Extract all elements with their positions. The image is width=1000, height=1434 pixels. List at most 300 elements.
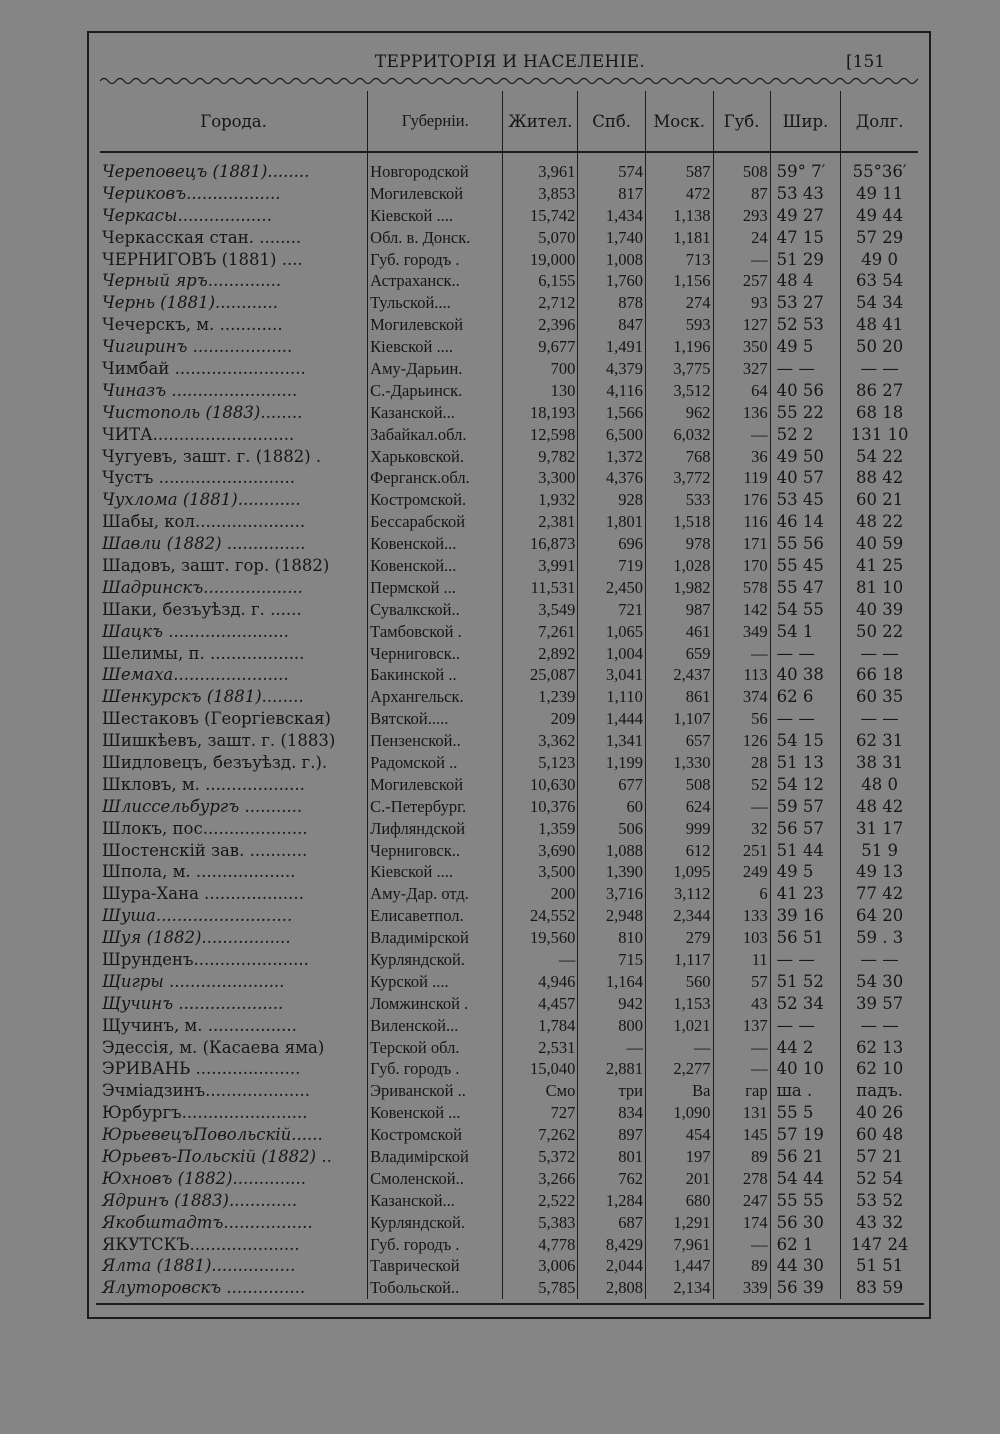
table-row (100, 1190, 918, 1212)
cell-g: 136 (713, 402, 770, 424)
cell-gub: Ковенской... (368, 533, 503, 555)
table-row (100, 1059, 918, 1081)
city-name: Чигиринъ ................... (102, 337, 293, 357)
cell-msk: 659 (645, 643, 713, 665)
cell-sh: 54 15 (770, 730, 841, 752)
cell-gub: Кіевской .... (368, 862, 503, 884)
cell-g: 247 (713, 1190, 770, 1212)
table-row (100, 621, 918, 643)
cell-gub: Губ. городъ . (368, 1234, 503, 1256)
cell-gub: Ковенской... (368, 555, 503, 577)
cell-g: 278 (713, 1168, 770, 1190)
column-header-cities: Города. (100, 91, 368, 152)
cell-msk: 533 (645, 489, 713, 511)
cell-msk: 279 (645, 927, 713, 949)
cell-msk: 1,181 (645, 227, 713, 249)
cell-msk: 1,153 (645, 993, 713, 1015)
cell-sh: 55 22 (770, 402, 841, 424)
cell-gub: Кіевской .... (368, 205, 503, 227)
cell-d: 62 10 (841, 1059, 918, 1081)
cell-city: Эчміадзинъ.................... (102, 1081, 311, 1101)
cell-spb: 810 (578, 927, 646, 949)
cell-spb: 762 (578, 1168, 646, 1190)
cell-g: 145 (713, 1124, 770, 1146)
cell-spb: 2,808 (578, 1277, 646, 1299)
cell-spb: 1,088 (578, 840, 646, 862)
cell-spb: 4,116 (578, 380, 646, 402)
cell-city: Шура-Хана ................... (102, 884, 304, 904)
cell-sh: 59 57 (770, 796, 841, 818)
cell-city: Щучинъ, м. ................. (102, 1015, 297, 1035)
cell-sh: 56 51 (770, 927, 841, 949)
cell-msk: 274 (645, 292, 713, 314)
cell-sh: 62 6 (770, 686, 841, 708)
cell-msk: 560 (645, 971, 713, 993)
table-row (100, 643, 918, 665)
cell-d: 77 42 (841, 883, 918, 905)
cell-g: 24 (713, 227, 770, 249)
table-row (100, 314, 918, 336)
cell-city: Шкловъ, м. ................... (102, 774, 305, 794)
cell-g: 89 (713, 1146, 770, 1168)
cell-sh: — — (770, 358, 841, 380)
cell-spb: 1,008 (578, 249, 646, 271)
cell-zh: 6,155 (503, 270, 578, 292)
cell-zh: 5,383 (503, 1212, 578, 1234)
table-row (100, 489, 918, 511)
cell-spb: 1,390 (578, 862, 646, 884)
cell-d: 54 34 (841, 292, 918, 314)
cell-d: 57 29 (841, 227, 918, 249)
cell-gub: Сувалкской.. (368, 599, 503, 621)
table-row (100, 292, 918, 314)
cell-gub: Казанской... (368, 402, 503, 424)
table-row (100, 752, 918, 774)
cell-msk: 461 (645, 621, 713, 643)
cell-sh: 55 5 (770, 1102, 841, 1124)
cell-d: 31 17 (841, 818, 918, 840)
table-row (100, 446, 918, 468)
cell-g: 508 (713, 152, 770, 183)
table-row (100, 1256, 918, 1278)
column-header-inhabitants: Жител. (503, 91, 578, 152)
table-body (100, 152, 918, 1299)
cell-city (100, 402, 368, 424)
cell-spb: 677 (578, 774, 646, 796)
cell-msk: 3,512 (645, 380, 713, 402)
column-header-longitude: Долг. (841, 91, 918, 152)
column-header-latitude: Шир. (770, 91, 841, 152)
cell-city (100, 205, 368, 227)
cell-spb: 1,341 (578, 730, 646, 752)
cell-d: 38 31 (841, 752, 918, 774)
cell-d: 50 20 (841, 336, 918, 358)
cell-gub: Тамбовской . (368, 621, 503, 643)
cell-msk: 2,134 (645, 1277, 713, 1299)
cell-d: 48 41 (841, 314, 918, 336)
cell-sh: — — (770, 1015, 841, 1037)
cell-g: 578 (713, 577, 770, 599)
cell-zh: 5,123 (503, 752, 578, 774)
cell-spb: 2,044 (578, 1256, 646, 1278)
cell-zh: 1,359 (503, 818, 578, 840)
cell-g: 133 (713, 905, 770, 927)
table-row (100, 227, 918, 249)
cell-spb: 1,566 (578, 402, 646, 424)
table-row (100, 708, 918, 730)
cell-msk: 593 (645, 314, 713, 336)
cell-zh: 200 (503, 883, 578, 905)
cell-g: 131 (713, 1102, 770, 1124)
cell-gub: Бессарабской (368, 511, 503, 533)
cell-g: 64 (713, 380, 770, 402)
cell-gub: Могилевской (368, 183, 503, 205)
city-name: Шацкъ ....................... (102, 621, 289, 641)
city-name: ЮрьевецъПовольскій...... (102, 1125, 323, 1145)
cell-zh: 2,396 (503, 314, 578, 336)
cell-d: 54 30 (841, 971, 918, 993)
cell-msk: 713 (645, 249, 713, 271)
cell-sh: 40 56 (770, 380, 841, 402)
cell-city: Шабы, кол..................... (102, 512, 306, 532)
cell-msk: 472 (645, 183, 713, 205)
cell-sh: 56 30 (770, 1212, 841, 1234)
cell-d: — — (841, 358, 918, 380)
cell-zh: 3,961 (503, 152, 578, 183)
cell-spb: 696 (578, 533, 646, 555)
cell-gub: Пензенской.. (368, 730, 503, 752)
cell-city (100, 270, 368, 292)
cell-g: 170 (713, 555, 770, 577)
cell-spb: 942 (578, 993, 646, 1015)
table-row (100, 152, 918, 183)
cell-d: 55°36′ (841, 152, 918, 183)
cell-spb: 687 (578, 1212, 646, 1234)
cell-g: 176 (713, 489, 770, 511)
cell-sh: 40 10 (770, 1059, 841, 1081)
cell-zh: 2,892 (503, 643, 578, 665)
cell-d: 43 32 (841, 1212, 918, 1234)
cell-city (100, 1190, 368, 1212)
cell-d: 147 24 (841, 1234, 918, 1256)
cell-zh: 5,785 (503, 1277, 578, 1299)
city-name: Чиназъ ........................ (102, 380, 298, 400)
cell-gub: Владимірской (368, 927, 503, 949)
city-name: Юрьевъ-Польскій (1882) .. (102, 1147, 332, 1167)
cell-city (100, 336, 368, 358)
cell-sh: 54 1 (770, 621, 841, 643)
cell-city (100, 183, 368, 205)
cell-d: 39 57 (841, 993, 918, 1015)
cell-d: 51 51 (841, 1256, 918, 1278)
cell-msk: 7,961 (645, 1234, 713, 1256)
cell-city: Шостенскій зав. ........... (102, 840, 308, 860)
cell-zh: 18,193 (503, 402, 578, 424)
cell-g: 349 (713, 621, 770, 643)
cell-spb: — (578, 1037, 646, 1059)
table-row (100, 774, 918, 796)
cell-city: ЧЕРНИГОВЪ (1881) .... (102, 249, 303, 269)
cell-d: 60 48 (841, 1124, 918, 1146)
cell-zh: — (503, 949, 578, 971)
cell-d: 62 13 (841, 1037, 918, 1059)
cell-gub: Костромской. (368, 489, 503, 511)
cell-d: 53 52 (841, 1190, 918, 1212)
cell-g: 56 (713, 708, 770, 730)
cell-msk: 1,090 (645, 1102, 713, 1124)
table-row (100, 577, 918, 599)
cell-spb: 928 (578, 489, 646, 511)
cell-city: ЭРИВАНЬ .................... (102, 1059, 301, 1079)
cell-sh: 56 39 (770, 1277, 841, 1299)
cell-d: 48 42 (841, 796, 918, 818)
cell-d: 88 42 (841, 467, 918, 489)
cell-zh: 5,372 (503, 1146, 578, 1168)
cell-zh: 12,598 (503, 424, 578, 446)
cell-d: — — (841, 1015, 918, 1037)
cell-g: — (713, 424, 770, 446)
table-row (100, 796, 918, 818)
cell-gub: Кіевской .... (368, 336, 503, 358)
cell-city: Чечерскъ, м. ............ (102, 315, 283, 335)
cell-msk: 2,344 (645, 905, 713, 927)
cell-msk: 2,437 (645, 664, 713, 686)
cell-sh: 59° 7′ (770, 152, 841, 183)
table-row (100, 949, 918, 971)
cell-g: 174 (713, 1212, 770, 1234)
cell-gub: Ковенской ... (368, 1102, 503, 1124)
cell-g: — (713, 796, 770, 818)
cell-zh: 4,946 (503, 971, 578, 993)
cell-g: 6 (713, 883, 770, 905)
cell-sh: 49 50 (770, 446, 841, 468)
cell-g: 374 (713, 686, 770, 708)
table-row (100, 336, 918, 358)
cell-gub: Лифляндской (368, 818, 503, 840)
cell-sh: 51 29 (770, 249, 841, 271)
cell-msk: 657 (645, 730, 713, 752)
cell-city: Чугуевъ, зашт. г. (1882) . (102, 446, 322, 466)
table-row (100, 664, 918, 686)
table-row (100, 599, 918, 621)
cell-sh: 46 14 (770, 511, 841, 533)
column-header-gub: Губ. (713, 91, 770, 152)
cell-g: 36 (713, 446, 770, 468)
cell-sh: 49 5 (770, 336, 841, 358)
cell-sh: 51 13 (770, 752, 841, 774)
cell-spb: 8,429 (578, 1234, 646, 1256)
cell-spb: 847 (578, 314, 646, 336)
cell-spb: 1,491 (578, 336, 646, 358)
cell-spb: 2,948 (578, 905, 646, 927)
cell-g: 57 (713, 971, 770, 993)
cell-g: 113 (713, 664, 770, 686)
cell-city: Шелимы, п. .................. (102, 643, 305, 663)
cell-msk: 1,095 (645, 862, 713, 884)
cell-sh: 44 2 (770, 1037, 841, 1059)
cell-zh: 1,784 (503, 1015, 578, 1037)
cell-gub: Виленской... (368, 1015, 503, 1037)
cell-city: Черкасская стан. ........ (102, 227, 302, 247)
cell-sh: 39 16 (770, 905, 841, 927)
cell-msk: 508 (645, 774, 713, 796)
cell-gub: Вятской..... (368, 708, 503, 730)
cell-zh: Смо (503, 1080, 578, 1102)
cell-zh: 3,362 (503, 730, 578, 752)
cell-d: 66 18 (841, 664, 918, 686)
table-row (100, 862, 918, 884)
cell-sh: 49 5 (770, 862, 841, 884)
cell-city: Шрунденъ...................... (102, 950, 309, 969)
table-row (100, 1168, 918, 1190)
cell-d: 40 26 (841, 1102, 918, 1124)
cell-msk: 1,117 (645, 949, 713, 971)
cell-gub: Новгородской (368, 152, 503, 183)
table-row (100, 1080, 918, 1102)
cell-msk: 1,518 (645, 511, 713, 533)
cell-zh: 2,381 (503, 511, 578, 533)
table-row (100, 730, 918, 752)
cell-zh: 9,782 (503, 446, 578, 468)
cell-sh: 51 44 (770, 840, 841, 862)
column-header-moscow: Моск. (645, 91, 713, 152)
cell-city (100, 1212, 368, 1234)
cell-city (100, 1146, 368, 1168)
cell-spb: 800 (578, 1015, 646, 1037)
cell-city: Чимбай ......................... (102, 358, 306, 378)
wavy-rule-ornament (100, 74, 918, 88)
cell-spb: 2,881 (578, 1059, 646, 1081)
cell-gub: Владимірской (368, 1146, 503, 1168)
cell-gub: Черниговск.. (368, 840, 503, 862)
cell-gub: Губ. городъ . (368, 249, 503, 271)
cell-city (100, 152, 368, 183)
cell-city: Шидловецъ, безъуѣзд. г.). (102, 752, 328, 772)
cell-sh: 44 30 (770, 1256, 841, 1278)
cell-spb: 1,199 (578, 752, 646, 774)
cell-sh: 54 44 (770, 1168, 841, 1190)
cell-g: 32 (713, 818, 770, 840)
cell-sh: 41 23 (770, 883, 841, 905)
cell-sh: 53 27 (770, 292, 841, 314)
cell-spb: 715 (578, 949, 646, 971)
cell-d: 40 39 (841, 599, 918, 621)
cell-city (100, 927, 368, 949)
cell-gub: Бакинской .. (368, 664, 503, 686)
cell-sh: 55 45 (770, 555, 841, 577)
cell-zh: 130 (503, 380, 578, 402)
city-name: Чернь (1881)............ (102, 293, 278, 313)
cell-zh: 7,261 (503, 621, 578, 643)
cell-city (100, 1256, 368, 1278)
cell-zh: 2,522 (503, 1190, 578, 1212)
cell-msk: 1,196 (645, 336, 713, 358)
cell-d: 49 0 (841, 249, 918, 271)
cell-gub: Курляндской. (368, 949, 503, 971)
cell-msk: 962 (645, 402, 713, 424)
cell-gub: Могилевской (368, 314, 503, 336)
cell-d: 60 21 (841, 489, 918, 511)
cell-gub: Черниговск.. (368, 643, 503, 665)
table-row (100, 424, 918, 446)
cell-gub: Елисаветпол. (368, 905, 503, 927)
cell-msk: 197 (645, 1146, 713, 1168)
cell-zh: 2,531 (503, 1037, 578, 1059)
cell-gub: Могилевской (368, 774, 503, 796)
table-row (100, 358, 918, 380)
page-number: [151 (846, 52, 886, 72)
cell-msk: 987 (645, 599, 713, 621)
cell-zh: 3,991 (503, 555, 578, 577)
cell-city (100, 664, 368, 686)
cell-city (100, 971, 368, 993)
cell-city (100, 621, 368, 643)
city-name: Юхновъ (1882).............. (102, 1168, 306, 1188)
cell-city: ЧИТА........................... (102, 424, 295, 444)
cell-g: — (713, 1059, 770, 1081)
cell-d: падъ. (841, 1080, 918, 1102)
cell-msk: 1,982 (645, 577, 713, 599)
cell-sh: 62 1 (770, 1234, 841, 1256)
cell-city (100, 380, 368, 402)
cell-sh: 49 27 (770, 205, 841, 227)
cell-g: 119 (713, 467, 770, 489)
cell-zh: 727 (503, 1102, 578, 1124)
cell-spb: 834 (578, 1102, 646, 1124)
cell-g: — (713, 643, 770, 665)
cell-msk: 612 (645, 840, 713, 862)
table-row (100, 270, 918, 292)
cell-sh: 56 57 (770, 818, 841, 840)
cell-d: 49 13 (841, 862, 918, 884)
cell-spb: 3,041 (578, 664, 646, 686)
cell-city (100, 1124, 368, 1146)
cell-d: 48 0 (841, 774, 918, 796)
city-name: Черный яръ.............. (102, 271, 282, 291)
cell-msk: 1,107 (645, 708, 713, 730)
cell-d: 49 44 (841, 205, 918, 227)
city-name: Черкасы.................. (102, 205, 272, 225)
cell-spb: 1,444 (578, 708, 646, 730)
cell-sh: 52 53 (770, 314, 841, 336)
cell-gub: Таврической (368, 1256, 503, 1278)
table-row (100, 1277, 918, 1299)
cell-gub: Ферганск.обл. (368, 467, 503, 489)
city-name: Якобштадтъ................. (102, 1212, 313, 1232)
cell-g: 127 (713, 314, 770, 336)
table-row (100, 402, 918, 424)
cell-gub: С.-Дарьинск. (368, 380, 503, 402)
cell-spb: 3,716 (578, 883, 646, 905)
cell-gub: Казанской... (368, 1190, 503, 1212)
cell-spb: 506 (578, 818, 646, 840)
cell-g: 87 (713, 183, 770, 205)
cell-d: 131 10 (841, 424, 918, 446)
cell-city: Шпола, м. ................... (102, 862, 296, 882)
cell-msk: 2,277 (645, 1059, 713, 1081)
cell-zh: 209 (503, 708, 578, 730)
table-row (100, 686, 918, 708)
cell-spb: 721 (578, 599, 646, 621)
table-row (100, 905, 918, 927)
cell-d: 54 22 (841, 446, 918, 468)
cell-zh: 3,853 (503, 183, 578, 205)
cell-g: 293 (713, 205, 770, 227)
cell-city: Эдессія, м. (Касаева яма) (102, 1037, 325, 1057)
cell-g: 249 (713, 862, 770, 884)
cell-gub: Пермской ... (368, 577, 503, 599)
cell-gub: Тобольской.. (368, 1277, 503, 1299)
